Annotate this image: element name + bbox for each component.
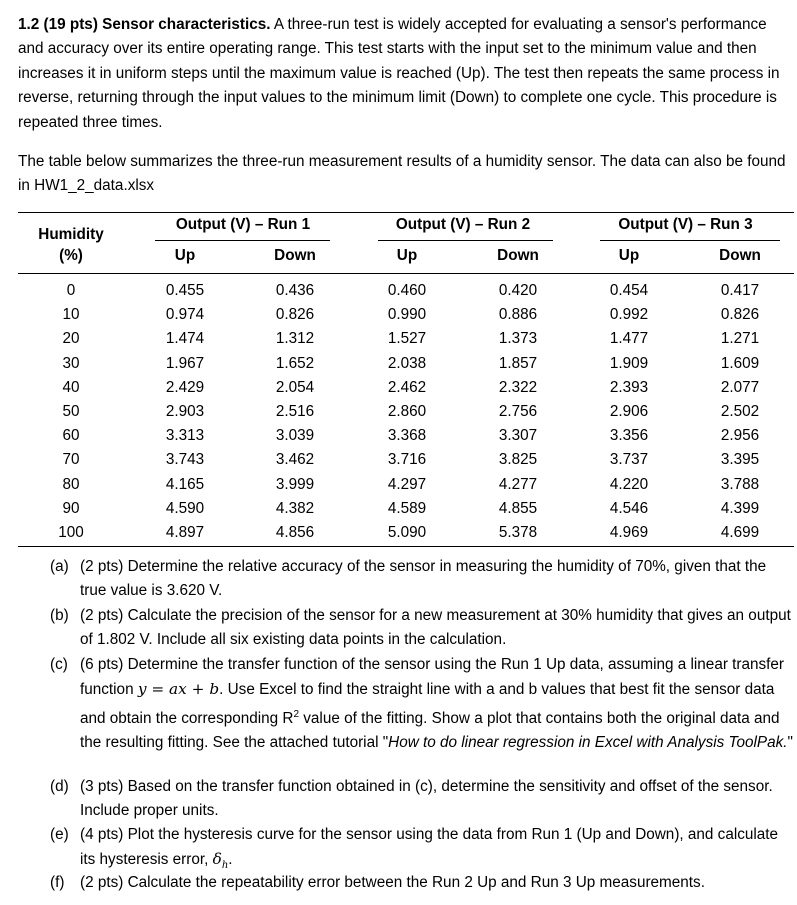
question-c-text <box>80 653 794 756</box>
tutorial-title: How to do linear regression in Excel with Analysis ToolPak. <box>388 734 788 752</box>
run1-up-header: Up <box>174 247 196 264</box>
question-c-part4: " <box>787 734 793 752</box>
run1-up-cell: 3.313 <box>165 427 205 445</box>
humidity-cell: 40 <box>62 378 80 396</box>
run3-down-cell: 4.699 <box>720 524 760 541</box>
run2-up-cell: 0.990 <box>387 306 427 324</box>
question-e <box>50 823 794 873</box>
run2-up-cell: 5.090 <box>387 524 427 541</box>
delta-subscript: h <box>221 860 229 872</box>
run2-up-cell: 3.368 <box>387 427 427 445</box>
run2-up-cell: 2.038 <box>387 354 427 372</box>
run1-up-cell: 0.455 <box>165 282 205 299</box>
question-c-label: (c) <box>50 656 68 673</box>
question-e-label: (e) <box>50 826 69 843</box>
run2-down-cell: 3.307 <box>498 427 538 445</box>
problem-title: 1.2 (19 pts) Sensor characteristics. <box>18 16 271 33</box>
run1-down-cell: 2.054 <box>275 378 315 396</box>
r-squared-superscript: 2 <box>293 708 300 720</box>
humidity-cell: 50 <box>62 403 80 420</box>
run1-up-cell: 2.429 <box>165 378 205 396</box>
run2-down-cell: 0.420 <box>498 282 538 299</box>
run1-up-cell: 4.590 <box>165 499 205 517</box>
table-header-rule <box>18 273 794 274</box>
run1-up-cell: 1.967 <box>165 354 205 372</box>
run3-down-cell: 3.788 <box>720 475 760 493</box>
run2-down-cell: 5.378 <box>498 524 538 541</box>
run1-down-cell: 0.436 <box>275 282 315 299</box>
question-f-label: (f) <box>50 874 65 891</box>
run2-group-rule <box>378 240 553 241</box>
run1-up-cell: 4.165 <box>165 475 205 493</box>
run3-up-cell: 4.969 <box>609 524 649 541</box>
formula-b: b <box>209 680 220 699</box>
run1-group-header: Output (V) – Run 1 <box>175 216 311 233</box>
run3-down-cell: 3.395 <box>720 451 760 469</box>
question-d <box>50 775 794 825</box>
intro-paragraph <box>18 13 793 135</box>
run1-up-cell: 1.474 <box>165 330 205 348</box>
humidity-cell: 60 <box>62 427 80 445</box>
run2-up-cell: 3.716 <box>387 451 427 469</box>
run1-down-cell: 0.826 <box>275 306 315 324</box>
run1-up-cell: 3.743 <box>165 451 205 469</box>
question-e-part2: . <box>228 851 233 869</box>
run3-up-cell: 1.909 <box>609 354 649 372</box>
run1-down-cell: 3.462 <box>275 451 315 469</box>
run3-up-cell: 0.992 <box>609 306 649 324</box>
question-a-text: (2 pts) Determine the relative accuracy of the sensor in measuring the humidity of 70%, given that the true value is 3.620 V. <box>80 558 767 600</box>
run2-up-cell: 4.297 <box>387 475 427 493</box>
question-f-text: (2 pts) Calculate the repeatability error between the Run 2 Up and Run 3 Up measurements. <box>80 874 705 891</box>
question-e-part1: (4 pts) Plot the hysteresis curve for the sensor using the data from Run 1 (Up and Down), and calculate its hysteresis error, <box>80 826 779 869</box>
run3-up-cell: 3.356 <box>609 427 649 445</box>
run2-down-cell: 1.857 <box>498 354 538 372</box>
humidity-cell: 10 <box>62 306 80 324</box>
humidity-header-line2: (%) <box>59 247 83 264</box>
run3-down-cell: 4.399 <box>720 499 760 517</box>
run2-up-cell: 2.462 <box>387 378 427 396</box>
run1-up-cell: 2.903 <box>165 403 205 420</box>
run3-up-cell: 4.546 <box>609 499 649 517</box>
run3-down-cell: 2.502 <box>720 403 760 420</box>
question-b-text: (2 pts) Calculate the precision of the sensor for a new measurement at 30% humidity that gives an output of 1.802 V. Include all six existing data points in the calculation. <box>80 607 791 649</box>
run2-down-cell: 2.322 <box>498 378 538 396</box>
run3-up-cell: 2.393 <box>609 378 649 396</box>
run1-down-cell: 3.999 <box>275 475 315 493</box>
table-top-rule <box>18 212 794 213</box>
run2-down-cell: 3.825 <box>498 451 538 469</box>
run2-down-header: Down <box>497 247 539 264</box>
run2-up-cell: 0.460 <box>387 282 427 299</box>
question-f <box>50 871 794 897</box>
run3-up-cell: 1.477 <box>609 330 649 348</box>
question-d-label: (d) <box>50 778 69 795</box>
humidity-cell: 20 <box>62 330 80 348</box>
run3-group-rule <box>600 240 780 241</box>
humidity-cell: 100 <box>58 524 84 541</box>
question-c <box>50 653 794 775</box>
summary-paragraph: The table below summarizes the three-run measurement results of a humidity sensor. The data can also be found in HW1_2_data.xlsx <box>18 153 786 195</box>
humidity-header-line1: Humidity <box>38 226 104 243</box>
question-c-part3: value of the fitting. Show a plot that contains both the original data and the resulting fitting. See the attached tutorial " <box>80 709 780 752</box>
delta-symbol: δ <box>212 850 222 869</box>
run2-up-header: Up <box>396 247 418 264</box>
formula-plus: + <box>186 680 210 699</box>
humidity-cell: 0 <box>66 282 76 299</box>
question-c-part1: (6 pts) Determine the transfer function of the sensor using the Run 1 Up data, assuming a linear transfer function <box>80 656 785 699</box>
question-d-text: (3 pts) Based on the transfer function obtained in (c), determine the sensitivity and offset of the sensor. Include proper units. <box>80 778 773 820</box>
formula-ax: ax <box>169 680 187 699</box>
run3-down-cell: 1.609 <box>720 354 760 372</box>
run3-down-cell: 1.271 <box>720 330 760 348</box>
run3-down-header: Down <box>719 247 761 264</box>
run1-group-rule <box>155 240 330 241</box>
formula-equals: = <box>146 680 170 699</box>
formula-y: y <box>137 680 147 699</box>
run1-down-cell: 4.382 <box>275 499 315 517</box>
run3-up-header: Up <box>618 247 640 264</box>
humidity-cell: 30 <box>62 354 80 372</box>
run1-up-cell: 0.974 <box>165 306 205 324</box>
run3-up-cell: 2.906 <box>609 403 649 420</box>
humidity-cell: 80 <box>62 475 80 493</box>
run1-down-cell: 4.856 <box>275 524 315 541</box>
run1-down-cell: 1.312 <box>275 330 315 348</box>
table-bottom-rule <box>18 546 794 547</box>
run2-down-cell: 2.756 <box>498 403 538 420</box>
run2-up-cell: 1.527 <box>387 330 427 348</box>
run3-down-cell: 2.956 <box>720 427 760 445</box>
run2-group-header: Output (V) – Run 2 <box>395 216 531 233</box>
run2-down-cell: 0.886 <box>498 306 538 324</box>
question-a-label: (a) <box>50 558 69 575</box>
run1-down-cell: 2.516 <box>275 403 315 420</box>
question-b-label: (b) <box>50 607 69 624</box>
run3-down-cell: 0.417 <box>720 282 760 299</box>
run1-down-header: Down <box>274 247 316 264</box>
run3-up-cell: 4.220 <box>609 475 649 493</box>
question-a <box>50 555 794 605</box>
run2-down-cell: 1.373 <box>498 330 538 348</box>
run3-up-cell: 0.454 <box>609 282 649 299</box>
run3-up-cell: 3.737 <box>609 451 649 469</box>
run2-down-cell: 4.277 <box>498 475 538 493</box>
intro-text: A three-run test is widely accepted for evaluating a sensor's performance and accuracy over its entire operating range. This test starts with the input set to the minimum value and then increases it in uniform steps until the maximum value is reached (Up). The test then repeats the same process in reverse, returning through the input values to the minimum limit (Down) to complete one cycle. This procedure is repeated three times. <box>18 16 780 131</box>
humidity-cell: 90 <box>62 499 80 517</box>
humidity-cell: 70 <box>62 451 80 469</box>
run2-down-cell: 4.855 <box>498 499 538 517</box>
run1-down-cell: 3.039 <box>275 427 315 445</box>
run3-down-cell: 0.826 <box>720 306 760 324</box>
run3-group-header: Output (V) – Run 3 <box>618 216 753 233</box>
run1-up-cell: 4.897 <box>165 524 205 541</box>
run3-down-cell: 2.077 <box>720 378 760 396</box>
question-b <box>50 604 794 654</box>
run1-down-cell: 1.652 <box>275 354 315 372</box>
run2-up-cell: 2.860 <box>387 403 427 420</box>
question-c-part2: . Use Excel to find the straight line with a and b values that best fit the sensor data and obtain the corresponding R <box>80 681 775 727</box>
run2-up-cell: 4.589 <box>387 499 427 517</box>
